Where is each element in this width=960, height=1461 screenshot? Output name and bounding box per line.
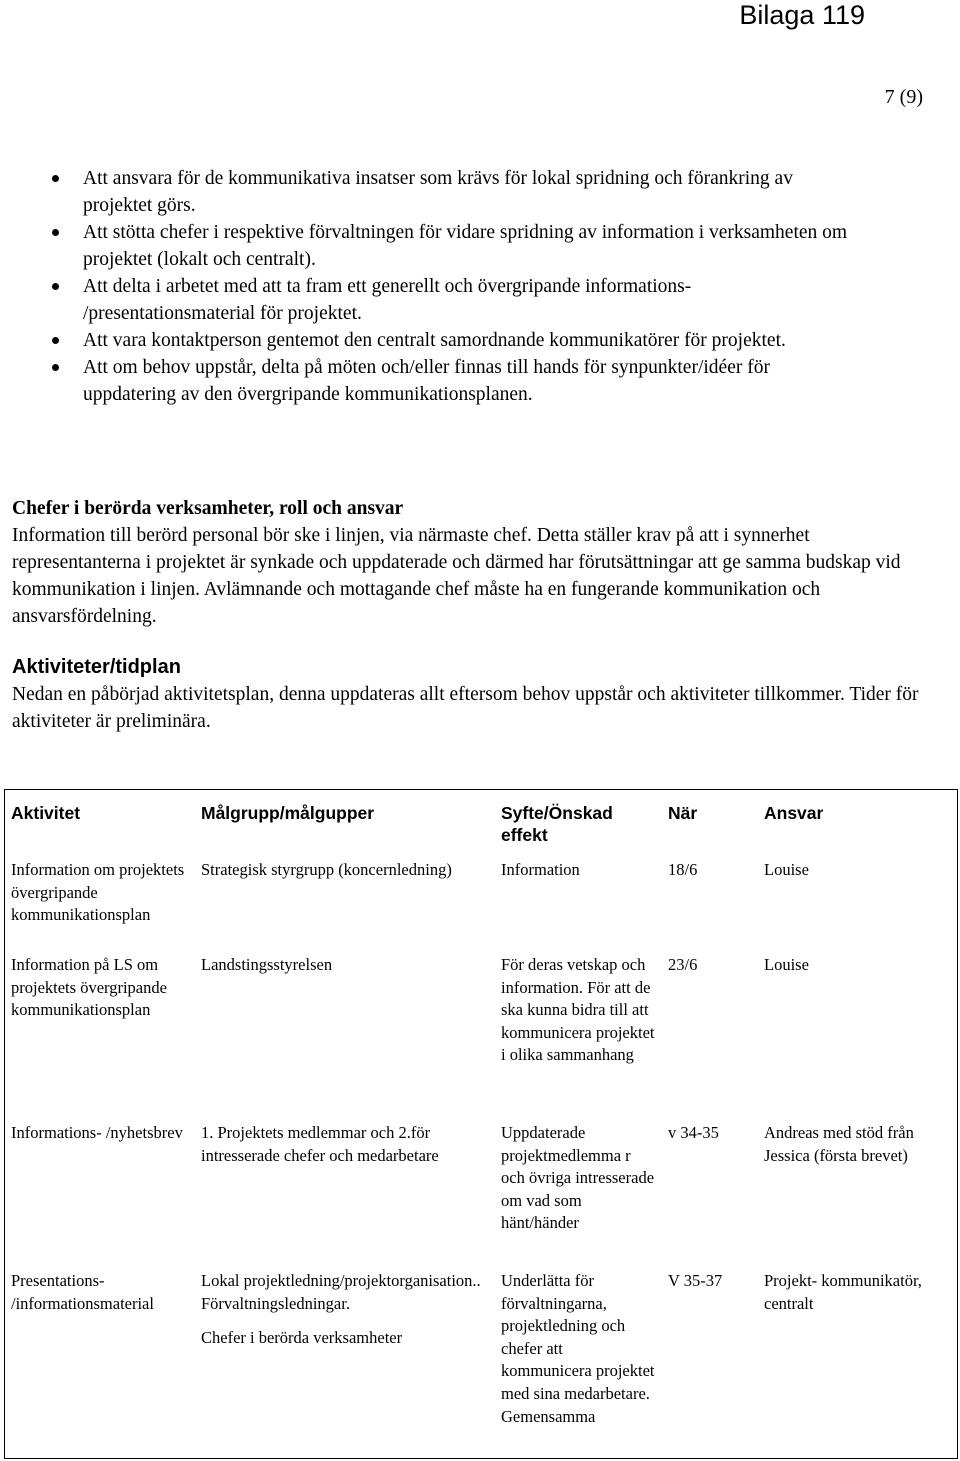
- cell-syfte: Information: [501, 860, 580, 879]
- table-row: [5, 1117, 957, 1265]
- column-header-ansvar: Ansvar: [764, 803, 824, 823]
- cell-malgrupp: [195, 859, 495, 949]
- cell-syfte: Uppdaterade projektmedlemma r och övriga intresserade om vad som hänt/händer: [501, 1123, 655, 1233]
- cell-malgrupp: [195, 954, 495, 1117]
- bullet-item: Att vara kontaktperson gentemot den centralt samordnande kommunikatörer för projektet.: [50, 327, 850, 354]
- cell-syfte: Underlätta för förvaltningarna, projektledning och chefer att kommunicera projektet med sina medarbetare. Gemensamma: [501, 1271, 655, 1426]
- cell-aktivitet: Informations- /nyhetsbrev: [11, 1123, 183, 1142]
- cell-ansvar: Projekt- kommunikatör, centralt: [764, 1271, 922, 1313]
- cell-nar: v 34-35: [668, 1123, 719, 1142]
- page-number: 7 (9): [884, 86, 923, 108]
- cell-malgrupp: [195, 1122, 495, 1265]
- bullet-item: Att delta i arbetet med att ta fram ett generellt och övergripande informations- /presentationsmaterial för projektet.: [50, 273, 850, 327]
- section-aktiviteter: [12, 654, 932, 735]
- cell-nar: 23/6: [668, 955, 698, 974]
- column-header-syfte: Syfte/Önskad effekt: [501, 803, 613, 845]
- section-body: Information till berörd personal bör ske i linjen, via närmaste chef. Detta ställer krav på att i synnerhet representanterna i projektet är synkade och uppdaterade och därmed har förutsättningar att ge samma budskap vid kommunikation i linjen. Avlämnande och mottagande chef måste ha en fungerande kommunikation och ansvarsfördelning.: [12, 525, 901, 627]
- responsibility-bullet-list: [50, 165, 850, 408]
- column-header-nar: När: [668, 803, 698, 823]
- cell-malgrupp: [195, 1270, 495, 1428]
- section-heading: Aktiviteter/tidplan: [12, 656, 181, 678]
- cell-nar: 18/6: [668, 860, 698, 879]
- cell-aktivitet: Information om projektets övergripande kommunikationsplan: [11, 860, 185, 925]
- table-row: [5, 1265, 957, 1428]
- section-body: Nedan en påbörjad aktivitetsplan, denna uppdateras allt eftersom behov uppstår och aktiviteter tillkommer. Tider för aktiviteter är preliminära.: [12, 684, 919, 732]
- cell-aktivitet: Presentations- /informationsmaterial: [11, 1271, 154, 1313]
- bullet-item: Att ansvara för de kommunikativa insatser som krävs för lokal spridning och förankring av projektet görs.: [50, 165, 850, 219]
- document-header-title: Bilaga 119: [739, 0, 865, 30]
- table-row: [5, 846, 957, 949]
- section-heading: Chefer i berörda verksamheter, roll och ansvar: [12, 498, 404, 519]
- bullet-item: Att stötta chefer i respektive förvaltningen för vidare spridning av information i verksamheten om projektet (lokalt och centralt).: [50, 219, 850, 273]
- activity-plan-table: [4, 789, 958, 1459]
- cell-malgrupp-text: Landstingsstyrelsen: [201, 955, 333, 974]
- cell-malgrupp-text: Lokal projektledning/projektorganisation.. Förvaltningsledningar.: [201, 1271, 481, 1313]
- cell-ansvar: Louise: [764, 860, 809, 879]
- cell-syfte: För deras vetskap och information. För att de ska kunna bidra till att kommunicera projektet i olika sammanhang: [501, 955, 655, 1065]
- cell-malgrupp-text: 1. Projektets medlemmar och 2.för intresserade chefer och medarbetare: [201, 1123, 439, 1165]
- section-chefer: [12, 495, 932, 630]
- cell-malgrupp-text: Strategisk styrgrupp (koncernledning): [201, 860, 452, 879]
- cell-malgrupp-text-2: Chefer i berörda verksamheter: [201, 1328, 403, 1348]
- bullet-item: Att om behov uppstår, delta på möten och/eller finnas till hands för synpunkter/idéer för uppdatering av den övergripande kommunikationsplanen.: [50, 354, 850, 408]
- cell-ansvar: Louise: [764, 955, 809, 974]
- cell-ansvar: Andreas med stöd från Jessica (första brevet): [764, 1123, 914, 1165]
- column-header-malgrupp: Målgrupp/målgupper: [201, 803, 375, 823]
- cell-aktivitet: Information på LS om projektets övergripande kommunikationsplan: [11, 955, 167, 1020]
- table-header-row: [5, 790, 957, 846]
- cell-nar: V 35-37: [668, 1271, 723, 1290]
- table-row: [5, 949, 957, 1117]
- cell-spacer: [201, 1315, 489, 1327]
- column-header-aktivitet: Aktivitet: [11, 803, 81, 823]
